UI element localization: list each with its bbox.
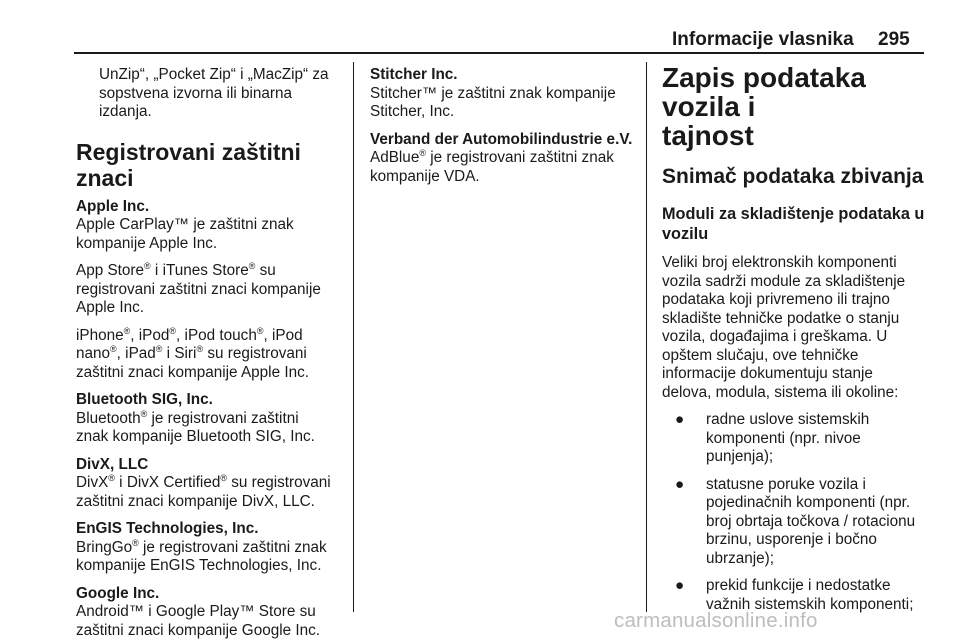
google-title: Google Inc. [76,584,160,602]
stitcher-title: Stitcher Inc. [370,66,458,83]
bluetooth-title: Bluetooth SIG, Inc. [76,391,213,408]
google-paragraph: Android™ i Google Play™ Store su zaštitni znaci kompanije Google Inc. [76,603,321,639]
registered-mark: ® [220,473,227,483]
registered-mark: ® [140,408,148,419]
registered-mark: ® [155,344,163,354]
list-item: ● statusne poruke vozila i pojedinačnih komponenti (npr. broj obrtaja točkova / rotacionu brzinu, usporenje i bočno ubrzanje); [675,475,916,567]
registered-mark: ® [132,537,139,548]
apple-title: Apple Inc. [76,197,150,215]
column-1 [76,66,348,640]
list-item: ● prekid funkcije i nedostatke važnih sistemskih komponenti; [675,577,914,613]
watermark: carmanualsonline.info [614,609,818,632]
bluetooth-paragraph: Bluetooth® je registrovani zaštitni znak kompanije Bluetooth SIG, Inc. [76,408,315,445]
registered-mark: ® [196,344,204,354]
bullet-icon: ● [675,411,685,428]
header-title: Informacije vlasnika [672,29,854,50]
divx-paragraph: DivX® i DivX Certified® su registrovani zaštitni znaci kompanije DivX, LLC. [76,473,331,510]
storage-modules-paragraph: Veliki broj elektronskih komponenti vozila sadrži module za skladištenje podataka koji privremeno ili trajno skladište tehničke podatke o stanju vozila, događajima i greškama. U opštem slučaju, ove tehničke informacije dokumentuju stanje delova, modula, sistema ili okoline: [662,254,906,401]
stitcher-paragraph: Stitcher™ je zaštitni znak kompanije Stitcher, Inc. [370,84,616,120]
registered-mark: ® [248,261,256,271]
subheading-event-recorder: Snimač podataka zbivanja [662,165,924,188]
section-heading-vehicle-data: Zapis podataka vozila i tajnost [662,62,866,151]
column-divider-1 [353,62,354,612]
apple-paragraph-3: iPhone®, iPod®, iPod touch®, iPod nano®, iPad® i Siri® su registrovani zaštitni znaci kompanije Apple Inc. [76,325,309,381]
apple-paragraph-1: Apple CarPlay™ je zaštitni znak kompanije Apple Inc. [76,216,294,252]
intro-paragraph: UnZip“, „Pocket Zip“ i „MacZip“ za sopstvena izvorna ili binarna izdanja. [99,66,329,120]
registered-mark: ® [110,344,117,354]
registered-mark: ® [108,473,115,483]
subheading-storage-modules: Moduli za skladištenje podataka u vozilu [662,205,925,243]
bullet-icon: ● [675,577,685,594]
engis-paragraph: BringGo® je registrovani zaštitni znak kompanije EnGIS Technologies, Inc. [76,537,327,574]
list-item: ● radne uslove sistemskih komponenti (npr. nivoe punjenja); [675,411,870,465]
section-heading-trademarks: Registrovani zaštitni znaci [76,138,301,191]
vda-title: Verband der Automobilindustrie e.V. [370,130,633,148]
engis-title: EnGIS Technologies, Inc. [76,520,259,537]
column-3 [662,63,930,623]
bullet-icon: ● [675,475,685,493]
registered-mark: ® [256,325,264,336]
divx-title: DivX, LLC [76,455,149,473]
apple-paragraph-2: App Store® i iTunes Store® su registrovani zaštitni znaci kompanije Apple Inc. [76,261,321,316]
column-2 [370,66,642,195]
column-divider-2 [646,62,647,612]
vda-paragraph: AdBlue® je registrovani zaštitni znak kompanije VDA. [370,148,614,185]
page-number: 295 [878,29,910,50]
registered-mark: ® [419,148,426,158]
registered-mark: ® [144,261,151,271]
registered-mark: ® [123,325,131,336]
registered-mark: ® [169,325,177,336]
data-bullet-list [662,411,930,614]
header-rule [74,52,924,54]
